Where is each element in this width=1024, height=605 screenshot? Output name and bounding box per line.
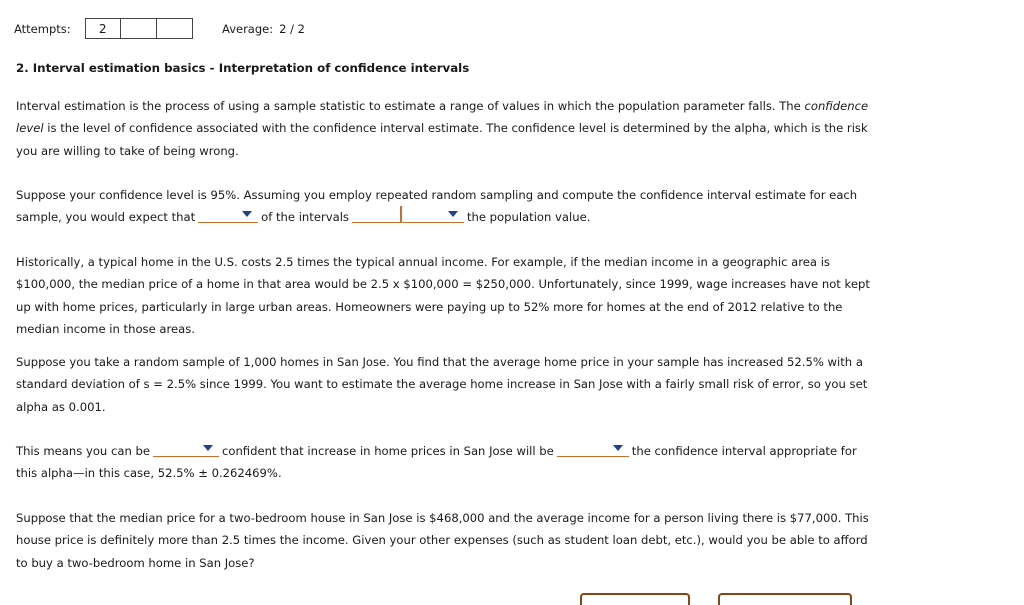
dropdown-within-relation[interactable] xyxy=(557,442,629,457)
chevron-down-icon xyxy=(242,211,252,217)
attempt-box-3 xyxy=(157,18,193,39)
chevron-down-icon xyxy=(203,445,213,451)
paragraph-intro xyxy=(16,95,876,162)
paragraph-confidence-question xyxy=(16,184,876,229)
average-label: Average: xyxy=(222,21,274,36)
attempt-box-1: 2 xyxy=(85,18,121,39)
q2-text-a: This means you can be xyxy=(16,444,150,458)
intro-text-a: Interval estimation is the process of using a sample statistic to estimate a range of values in which the population parameter falls. The xyxy=(16,99,805,113)
dropdown-contain-relation[interactable] xyxy=(352,208,464,223)
confidence-level-term: confidence level xyxy=(16,99,869,136)
paragraph-san-jose-sample: Suppose you take a random sample of 1,000 homes in San Jose. You find that the average home price in your sample has increased 52.5% with a standard deviation of s = 2.5% since 1999. You want to estimate the average home increase in San Jose with a fairly small risk of error, so you set alpha as 0.001. xyxy=(16,355,868,414)
chevron-down-icon xyxy=(613,445,623,451)
dropdown-percent-intervals[interactable] xyxy=(198,208,258,223)
q1-text-a: Suppose your confidence level is 95%. Assuming you employ repeated random sampling and compute the confidence interval estimate for each sample, you would expect that xyxy=(16,188,858,225)
intro-text-b: is the level of confidence associated with the confidence interval estimate. The confidence level is determined by the alpha, which is the risk you are willing to take of being wrong. xyxy=(16,121,868,158)
paragraph-affordability: Suppose that the median price for a two-bedroom house in San Jose is $468,000 and the average income for a person living there is $77,000. This house price is definitely more than 2.5 times the income. Given your other expenses (such as student loan debt, etc.), would you be able to afford to buy a two-bedroom home in San Jose? xyxy=(16,511,869,570)
average-value: 2 / 2 xyxy=(279,21,305,36)
average-display xyxy=(222,22,305,36)
chevron-down-icon xyxy=(448,211,458,217)
paragraph-confidence-statement xyxy=(16,440,876,485)
text-caret xyxy=(400,206,402,222)
question-title: 2. Interval estimation basics - Interpretation of confidence intervals xyxy=(16,61,470,75)
attempts-label: Attempts: xyxy=(14,21,71,36)
q1-text-c: the population value. xyxy=(466,210,591,225)
attempt-boxes xyxy=(85,18,193,39)
q1-text-b: of the intervals xyxy=(261,210,349,225)
paragraph-housing-history: Historically, a typical home in the U.S. costs 2.5 times the typical annual income. For example, if the median income in a geographic area is $100,000, the median price of a home in that area would be 2.5 x $100,000 = $250,000. Unfortunately, since 1999, wage increases have not kept up with home prices, particularly in large urban areas. Homeowners were paying up to 52% more for homes at the end of 2012 relative to the median income in those areas. xyxy=(16,255,870,336)
q2-text-c: the confidence interval appropriate for this alpha—in this case, 52.5% ± 0.262469%. xyxy=(16,444,857,481)
grade-button-partial[interactable] xyxy=(580,593,690,605)
dropdown-confidence-level[interactable] xyxy=(153,442,219,457)
continue-button-partial[interactable] xyxy=(718,593,852,605)
q2-text-b: confident that increase in home prices in San Jose will be xyxy=(221,444,554,458)
attempts-bar xyxy=(14,17,305,40)
attempt-box-2 xyxy=(121,18,157,39)
